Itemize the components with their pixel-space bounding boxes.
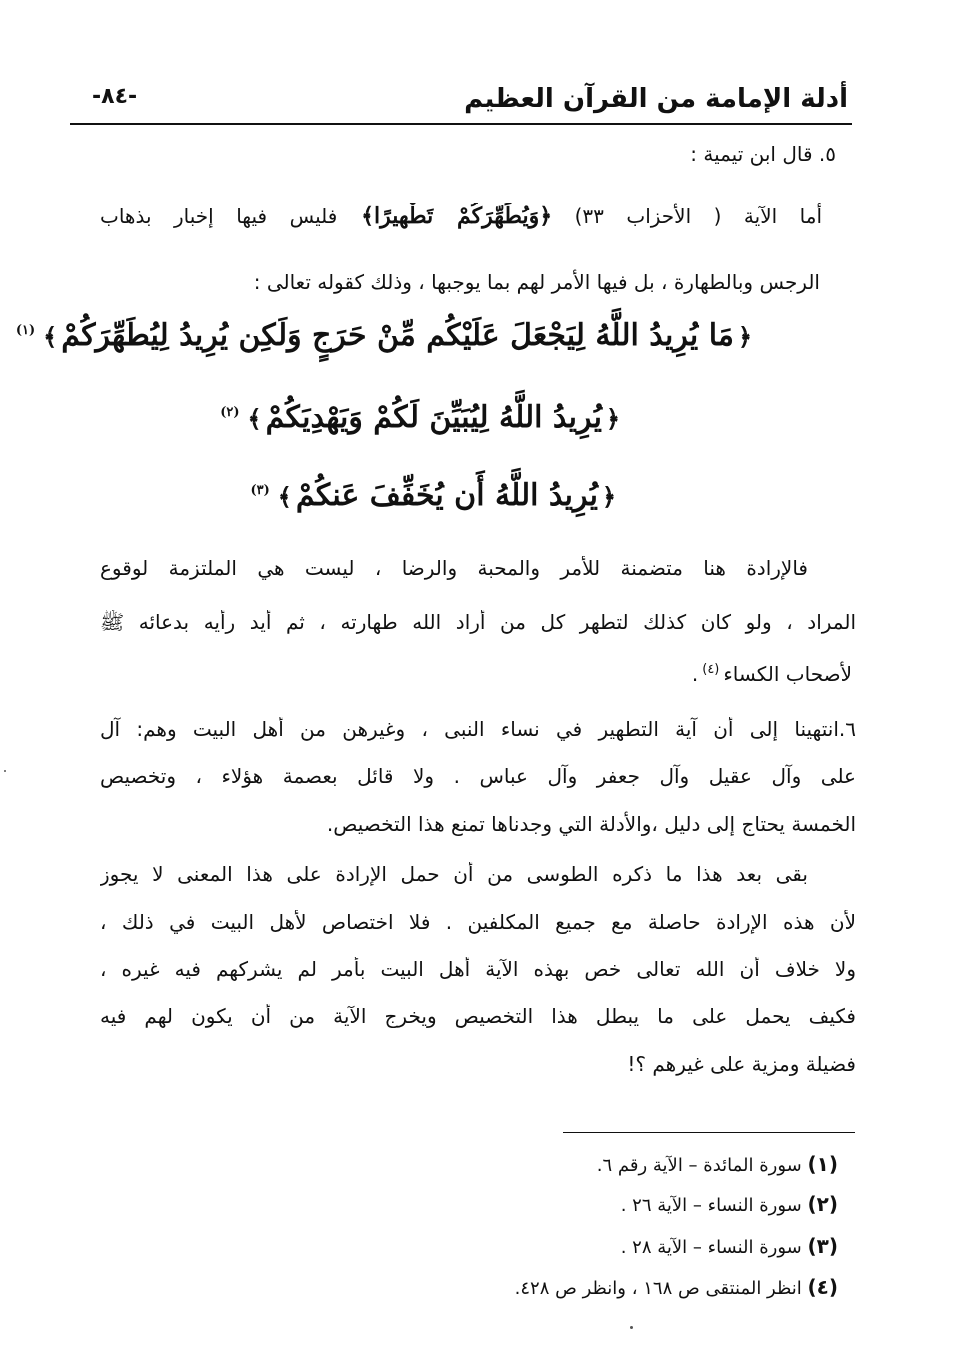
footnote-2 bbox=[621, 1192, 838, 1216]
verse-text: مَا يُرِيدُ اللَّهُ لِيَجْعَلَ عَلَيْكُم مِّنْ حَرَجٍ وَلَكِن يُرِيدُ لِيُطَهِّرَكُمْ bbox=[61, 318, 734, 353]
verse-close-ornament: ﴾ bbox=[247, 404, 262, 433]
paragraph-line: لأن هذه الإرادة حاصلة مع جميع المكلفين . فلا اختصاص لأهل البيت في ذلك ، bbox=[100, 910, 856, 934]
verse-close-ornament: ﴾ bbox=[43, 322, 58, 351]
scan-speck bbox=[4, 770, 6, 772]
quran-verse-3 bbox=[247, 478, 621, 513]
paragraph-line: بقى بعد هذا ما ذكره الطوسى من أن حمل الإرادة على هذا المعنى لا يجوز bbox=[100, 862, 808, 886]
footnote-4 bbox=[515, 1275, 838, 1299]
paragraph-line: ولا خلاف أن الله تعالى خص بهذه الآية أهل البيت بأمر لم يشركهم فيه غيره ، bbox=[100, 957, 856, 981]
running-title: أدلة الإمامة من القرآن العظيم bbox=[464, 84, 848, 114]
quran-verse-1 bbox=[12, 318, 756, 353]
paragraph-line: فكيف يحمل على ما يبطل هذا التخصيص ويخرج الآية من أن يكون لهم فيه bbox=[100, 1004, 856, 1028]
paragraph-line: فالإرادة هنا متضمنة للأمر والمحبة والرضا ، ليست هي الملتزمة لوقوع bbox=[100, 556, 808, 580]
footnote-divider bbox=[563, 1132, 855, 1133]
scan-speck bbox=[630, 1326, 633, 1329]
line-text: أما الآية ( الأحزاب ٣٣) bbox=[574, 204, 822, 228]
footnote-1 bbox=[597, 1152, 838, 1176]
footnote-reference: (٣) bbox=[250, 483, 270, 498]
verse-open-ornament: ﴿ bbox=[737, 322, 752, 351]
header-divider bbox=[70, 123, 852, 125]
item-5-intro: ٥. قال ابن تيمية : bbox=[690, 142, 836, 166]
verse-text: يُرِيدُ اللَّهُ أَن يُخَفِّفَ عَنكُمْ bbox=[295, 478, 598, 513]
page-number: -٨٤- bbox=[92, 84, 138, 109]
paragraph-line: على وآل عقيل وآل جعفر وآل عباس . ولا قائل بعصمة هؤلاء ، وتخصيص bbox=[100, 764, 856, 788]
paragraph-line: الخمسة يحتاج إلى دليل ،والأدلة التي وجدناها تمنع هذا التخصيص. bbox=[326, 812, 856, 836]
paragraph-line bbox=[100, 203, 822, 229]
line-end: . bbox=[691, 662, 699, 686]
footnote-text: انظر المنتقى ص ١٦٨ ، وانظر ص ٤٢٨. bbox=[514, 1278, 802, 1299]
paragraph-line bbox=[692, 662, 852, 686]
paragraph-line: فضيلة ومزية على غيرهم ؟! bbox=[627, 1052, 856, 1076]
verse-open-ornament: ﴿ bbox=[601, 482, 616, 511]
line-text: فليس فيها إخبار بذهاب bbox=[100, 204, 338, 228]
footnote-3 bbox=[621, 1234, 838, 1258]
line-text: لأصحاب الكساء bbox=[723, 662, 852, 686]
verse-open-ornament: ﴿ bbox=[605, 404, 620, 433]
footnote-reference: (٢) bbox=[220, 405, 240, 420]
footnote-number: (٣) bbox=[807, 1234, 838, 1258]
quran-verse-2 bbox=[216, 400, 624, 435]
verse-close-ornament: ﴾ bbox=[277, 482, 292, 511]
verse-open-ornament: ﴿ bbox=[539, 203, 553, 229]
verse-text: وَيُطَهِّرَكُمْ تَطْهِيرًا bbox=[374, 203, 540, 229]
footnote-reference: (١) bbox=[15, 323, 36, 338]
footnote-number: (٢) bbox=[807, 1192, 838, 1216]
paragraph-line: المراد ، ولو كان كذلك لتطهر كل من أراد الله طهارته ، ثم أيد رأيه بدعائه ﷺ bbox=[100, 610, 856, 634]
verse-close-ornament: ﴾ bbox=[361, 203, 375, 229]
paragraph-line: الرجس وبالطهارة ، بل فيها الأمر لهم بما يوجبها ، وذلك كقوله تعالى : bbox=[253, 270, 820, 294]
inline-quran-verse bbox=[337, 203, 552, 229]
verse-text: يُرِيدُ اللَّهُ لِيُبَيِّنَ لَكُمْ وَيَهْدِيَكُمْ bbox=[265, 400, 602, 435]
footnote-number: (٤) bbox=[807, 1275, 838, 1299]
footnote-reference: (٤) bbox=[702, 662, 720, 678]
footnote-text: سورة المائدة – الآية رقم ٦. bbox=[596, 1155, 802, 1176]
footnote-text: سورة النساء – الآية ٢٨ . bbox=[620, 1237, 802, 1258]
footnote-number: (١) bbox=[807, 1152, 838, 1176]
footnote-text: سورة النساء – الآية ٢٦ . bbox=[620, 1195, 802, 1216]
item-6-line: ٦.انتهينا إلى أن آية التطهير في نساء النبى ، وغيرهن من أهل البيت وهم: آل bbox=[100, 717, 856, 741]
